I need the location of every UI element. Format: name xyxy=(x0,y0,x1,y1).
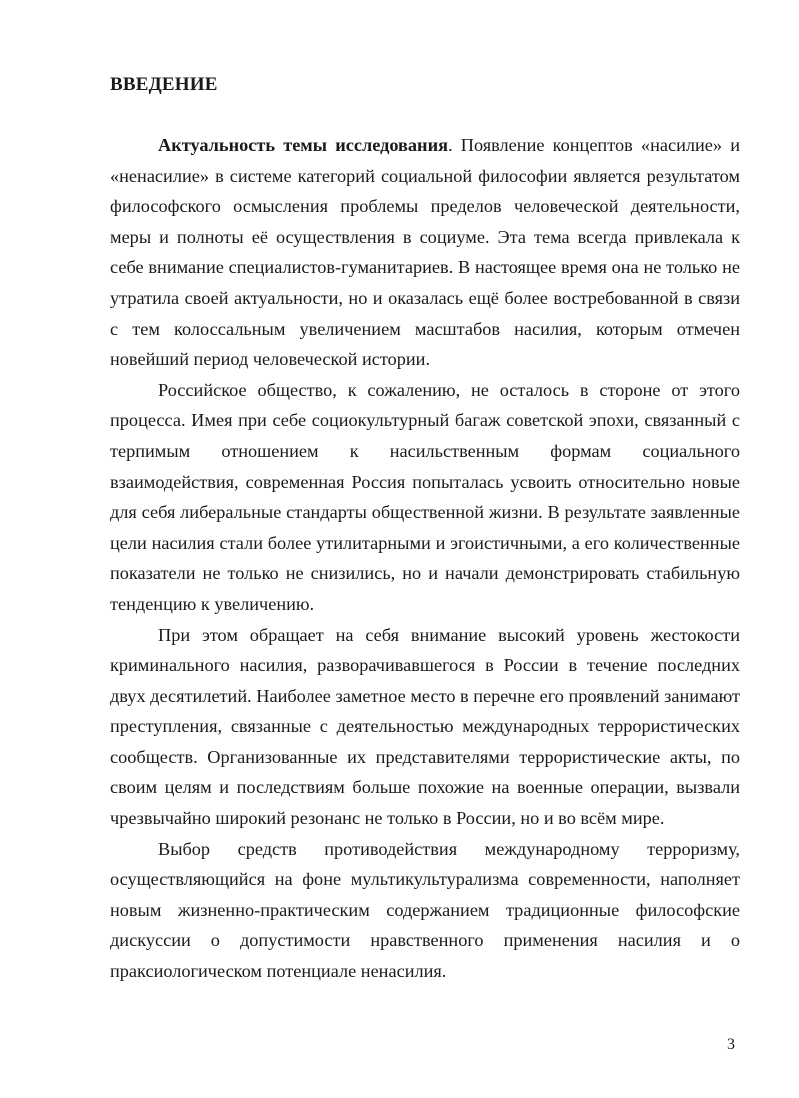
section-heading: ВВЕДЕНИЕ xyxy=(110,74,218,95)
page-number: 3 xyxy=(727,1036,735,1053)
paragraph-russian-society: Российское общество, к сожалению, не осталось в стороне от этого процесса. Имея при себе социокультурный багаж советской эпохи, связанный с терпимым отношением к насильственным формам социального взаимодействия, современная Россия попыталась усвоить относительно новые для себя либеральные стандарты общественной жизни. В результате заявленные цели насилия стали более утилитарными и эгоистичными, а его количественные показатели не только не снизились, но и начали демонстрировать стабильную тенденцию к увеличению. xyxy=(110,379,740,614)
paragraph-relevance xyxy=(110,130,740,375)
body-text xyxy=(110,130,740,987)
paragraph-criminal-violence: При этом обращает на себя внимание высокий уровень жестокости криминального насилия, разворачивавшегося в России в течение последних двух десятилетий. Наиболее заметное место в перечне его проявлений занимают преступления, связанные с деятельностью международных террористических сообществ. Организованные их представителями террористические акты, по своим целям и последствиям больше похожие на военные операции, вызвали чрезвычайно широкий резонанс не только в России, но и во всём мире. xyxy=(110,624,740,829)
paragraph-text: . Появление концептов «насилие» и «ненасилие» в системе категорий социальной философии является результатом философского осмысления проблемы пределов человеческой деятельности, меры и полноты её осуществления в социуме. Эта тема всегда привлекала к себе внимание специалистов-гуманитариев. В настоящее время она не только не утратила своей актуальности, но и оказалась ещё более востребованной в связи с тем колоссальным увеличением масштабов насилия, которым отмечен новейший период человеческой истории. xyxy=(110,135,740,370)
paragraph-counter-terrorism: Выбор средств противодействия международному терроризму, осуществляющийся на фоне мультикультурализма современности, наполняет новым жизненно-практическим содержанием традиционные философские дискуссии о допустимости нравственного применения насилия и о праксиологическом потенциале ненасилия. xyxy=(110,838,740,982)
paragraph-lead: Актуальность темы исследования xyxy=(158,135,449,155)
